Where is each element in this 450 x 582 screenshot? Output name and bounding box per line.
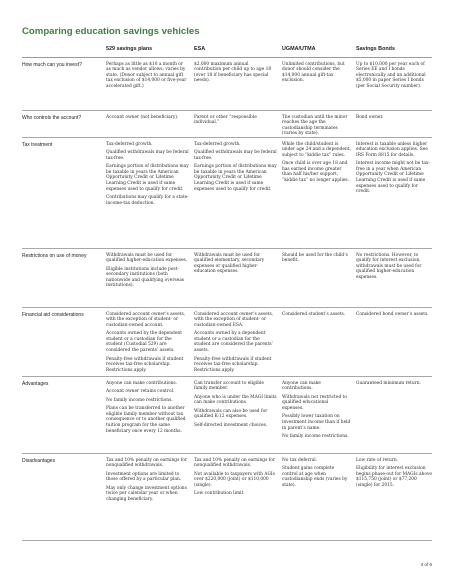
header-cell bbox=[22, 45, 106, 57]
header-529: 529 savings plans bbox=[106, 46, 153, 52]
row-label: Who controls the account? bbox=[22, 114, 82, 121]
cell-paragraph: Tax and 10% penalty on earnings for nonqualified withdrawals. bbox=[194, 457, 275, 469]
cell-paragraph: Plans can be transferred to another eligible family member without tax consequence or to another qualified tuition program for the same beneficiary once every 12 months. bbox=[106, 406, 186, 434]
table-row bbox=[22, 111, 432, 138]
cell-paragraph: Withdrawals not restricted to qualified educational expenses. bbox=[282, 394, 347, 411]
cell-paragraph: Low contribution limit. bbox=[194, 491, 245, 497]
cell-paragraph: Qualified withdrawals may be federal tax-free. bbox=[194, 150, 277, 161]
cell-ugma-utma bbox=[282, 58, 356, 110]
cell-paragraph: Considered student’s assets. bbox=[282, 311, 346, 317]
cell-paragraph: While the child/student is under age 24 and a dependent, subject to “kiddie tax” rules. bbox=[282, 141, 351, 158]
header-esa: ESA bbox=[194, 46, 206, 52]
row-label: Tax treatment bbox=[22, 141, 53, 148]
cell-paragraph: May only change investment options twice per calendar year or when changing beneficiary. bbox=[106, 485, 187, 503]
row-label: Financial aid considerations bbox=[22, 311, 84, 318]
cell-paragraph: Withdrawals can also be used for qualified K-12 expenses. bbox=[194, 408, 268, 420]
cell-ugma-utma bbox=[282, 454, 356, 540]
cell-esa bbox=[194, 454, 282, 540]
cell-paragraph: Should be used for the child’s benefit. bbox=[282, 252, 348, 264]
cell-paragraph: Eligibility for interest exclusion begins phase-out for MAGIs above $115,750 (joint) or $77,200 (single) for 2015. bbox=[356, 466, 432, 488]
table-row bbox=[22, 249, 432, 308]
header-ugma-utma: UGMA/UTMA bbox=[282, 46, 316, 52]
cell-paragraph: Investment options are limited to those offered by a particular plan. bbox=[106, 471, 182, 483]
cell-savings-bonds bbox=[356, 249, 432, 307]
table-row bbox=[22, 58, 432, 111]
cell-savings-bonds bbox=[356, 58, 432, 110]
cell-esa bbox=[194, 58, 282, 110]
cell-ugma-utma bbox=[282, 138, 356, 248]
cell-529 bbox=[106, 308, 194, 376]
cell-paragraph: Up to $10,000 per year each of Series EE and I bonds electronically and an additional $5,000 in paper Series I bonds (per Social Security number). bbox=[356, 61, 426, 89]
cell-paragraph: $2,000 maximum annual contribution per child up to age 18 (over 18 if beneficiary has special needs). bbox=[194, 61, 272, 84]
cell-529 bbox=[106, 111, 194, 137]
cell-paragraph: Withdrawals must be used for qualified elementary, secondary expenses or qualified higher-education expenses. bbox=[194, 252, 265, 275]
cell-paragraph: The custodian until the minor reaches the age the custodianship terminates (varies by state). bbox=[282, 114, 348, 137]
cell-paragraph: Anyone can make contributions. bbox=[282, 380, 321, 392]
row-label: Restrictions on use of money bbox=[22, 252, 87, 259]
cell-paragraph: Parent or other “responsible individual.” bbox=[194, 114, 257, 126]
cell-paragraph: Not available to taxpayers with AGIs over $220,000 (joint) or $110,000 (single). bbox=[194, 471, 275, 488]
cell-paragraph: Once child is over age 18 and has earned income greater than half his/her support, “kiddie tax” no longer applies. bbox=[282, 161, 350, 184]
cell-529 bbox=[106, 454, 194, 540]
cell-paragraph: Anyone who is under the MAGI limits can make contributions. bbox=[194, 394, 277, 406]
cell-paragraph: Perhaps as little as $10 a month or as much as vendor allows; varies by state. (Donor subject to annual gift tax exclusion of $14,000 or five-year accelerated gift.) bbox=[106, 61, 187, 89]
cell-paragraph: Earnings portion of distributions may be taxable in years the American Opportunity Credit or Lifetime Learning Credit is used if same expenses used to qualify for credit. bbox=[106, 164, 189, 192]
cell-paragraph: Account owner (not beneficiary). bbox=[106, 114, 179, 120]
cell-paragraph: Withdrawals must be used for qualified higher-education expenses. bbox=[106, 252, 188, 264]
cell-paragraph: Tax and 10% penalty on earnings for nonqualified withdrawals. bbox=[106, 457, 187, 469]
cell-esa bbox=[194, 138, 282, 248]
table-row bbox=[22, 377, 432, 454]
cell-esa bbox=[194, 377, 282, 453]
cell-paragraph: Eligible institutions include post-secondary institutions (both nationwide and qualifying overseas institutions). bbox=[106, 266, 185, 289]
cell-paragraph: Considered account owner’s assets, with the exception of student- or custodian-owned account. bbox=[106, 311, 186, 328]
cell-paragraph: Earnings portion of distributions may be taxable in years the American Opportunity Credit or Lifetime Learning Credit is used if same expenses used to qualify for credit. bbox=[194, 164, 277, 192]
cell-paragraph: Account owner retains control. bbox=[106, 389, 175, 395]
cell-529 bbox=[106, 377, 194, 453]
cell-esa bbox=[194, 308, 282, 376]
table-header bbox=[22, 45, 432, 58]
cell-ugma-utma bbox=[282, 111, 356, 137]
cell-paragraph: Student gains complete control at age when custodianship ends (varies by state). bbox=[282, 466, 348, 488]
cell-paragraph: Accounts owned by the dependent student or a custodian for the student (Custodial 529) are considered the parents’ assets. bbox=[106, 331, 182, 354]
table-row bbox=[22, 138, 432, 249]
cell-paragraph: Penalty-free withdrawals if student receives tax-free scholarship. Restrictions apply. bbox=[194, 356, 272, 373]
cell-529 bbox=[106, 249, 194, 307]
cell-paragraph: Unlimited contributions, but donor should consider the $14,000 annual gift-tax exclusion. bbox=[282, 61, 345, 84]
cell-ugma-utma bbox=[282, 249, 356, 307]
cell-paragraph: Low rate of return. bbox=[356, 457, 399, 463]
row-label: How much can you invest? bbox=[22, 61, 82, 68]
cell-paragraph: No family income restrictions. bbox=[106, 397, 173, 403]
cell-paragraph: Qualified withdrawals may be federal tax-free. bbox=[106, 150, 189, 161]
cell-529 bbox=[106, 138, 194, 248]
cell-paragraph: Can transfer account to eligible family member. bbox=[194, 380, 264, 392]
cell-paragraph: Considered account owner’s assets, with the exception of student- or custodian-owned ESA. bbox=[194, 311, 274, 328]
cell-ugma-utma bbox=[282, 377, 356, 453]
cell-529 bbox=[106, 58, 194, 110]
cell-paragraph: Tax-deferred growth. bbox=[194, 141, 241, 147]
cell-paragraph: No restrictions. However, to qualify for interest exclusion, withdrawals must be used for qualified higher-education expenses. bbox=[356, 252, 422, 280]
cell-paragraph: No tax deferral. bbox=[282, 457, 318, 463]
cell-savings-bonds bbox=[356, 454, 432, 540]
cell-paragraph: No family income restrictions. bbox=[282, 434, 349, 440]
cell-paragraph: Anyone can make contributions. bbox=[106, 380, 178, 386]
cell-paragraph: Tax-deferred growth. bbox=[106, 141, 153, 147]
cell-paragraph: Interest is taxable unless higher education exclusion applies. See IRS Form 8815 for details. bbox=[356, 141, 428, 158]
cell-paragraph: Bond owner. bbox=[356, 114, 384, 120]
cell-savings-bonds bbox=[356, 308, 432, 376]
page-number: 4 of 6 bbox=[420, 562, 432, 567]
cell-paragraph: Considered bond owner’s assets. bbox=[356, 311, 429, 317]
header-savings-bonds: Savings Bonds bbox=[356, 46, 395, 52]
cell-savings-bonds bbox=[356, 138, 432, 248]
cell-paragraph: Contributions may qualify for a state-income-tax deduction. bbox=[106, 195, 189, 206]
table-row bbox=[22, 308, 432, 377]
table-row bbox=[22, 454, 432, 541]
cell-paragraph: Accounts owned by a dependent student or a custodian for the student are considered the parents’ assets. bbox=[194, 331, 273, 354]
comparison-table bbox=[22, 45, 432, 541]
cell-paragraph: Self-directed investment choices. bbox=[194, 423, 268, 429]
cell-paragraph: Interest income might not be tax-free in a year when American Opportunity Credit or Lifetime Learning Credit is used if same expenses used to qualify for credit. bbox=[356, 161, 430, 195]
cell-esa bbox=[194, 249, 282, 307]
cell-ugma-utma bbox=[282, 308, 356, 376]
row-label: Disadvantages bbox=[22, 457, 56, 464]
cell-savings-bonds bbox=[356, 111, 432, 137]
cell-paragraph: Penalty-free withdrawals if student receives tax-free scholarship. Restrictions apply. bbox=[106, 356, 184, 373]
page-title: Comparing education savings vehicles bbox=[22, 26, 200, 37]
table-body bbox=[22, 58, 432, 541]
cell-esa bbox=[194, 111, 282, 137]
cell-paragraph: Guaranteed minimum return. bbox=[356, 380, 421, 386]
cell-paragraph: Possibly lower taxation on investment income than if held in parent’s name. bbox=[282, 414, 351, 431]
row-label: Advantages bbox=[22, 380, 49, 387]
cell-savings-bonds bbox=[356, 377, 432, 453]
